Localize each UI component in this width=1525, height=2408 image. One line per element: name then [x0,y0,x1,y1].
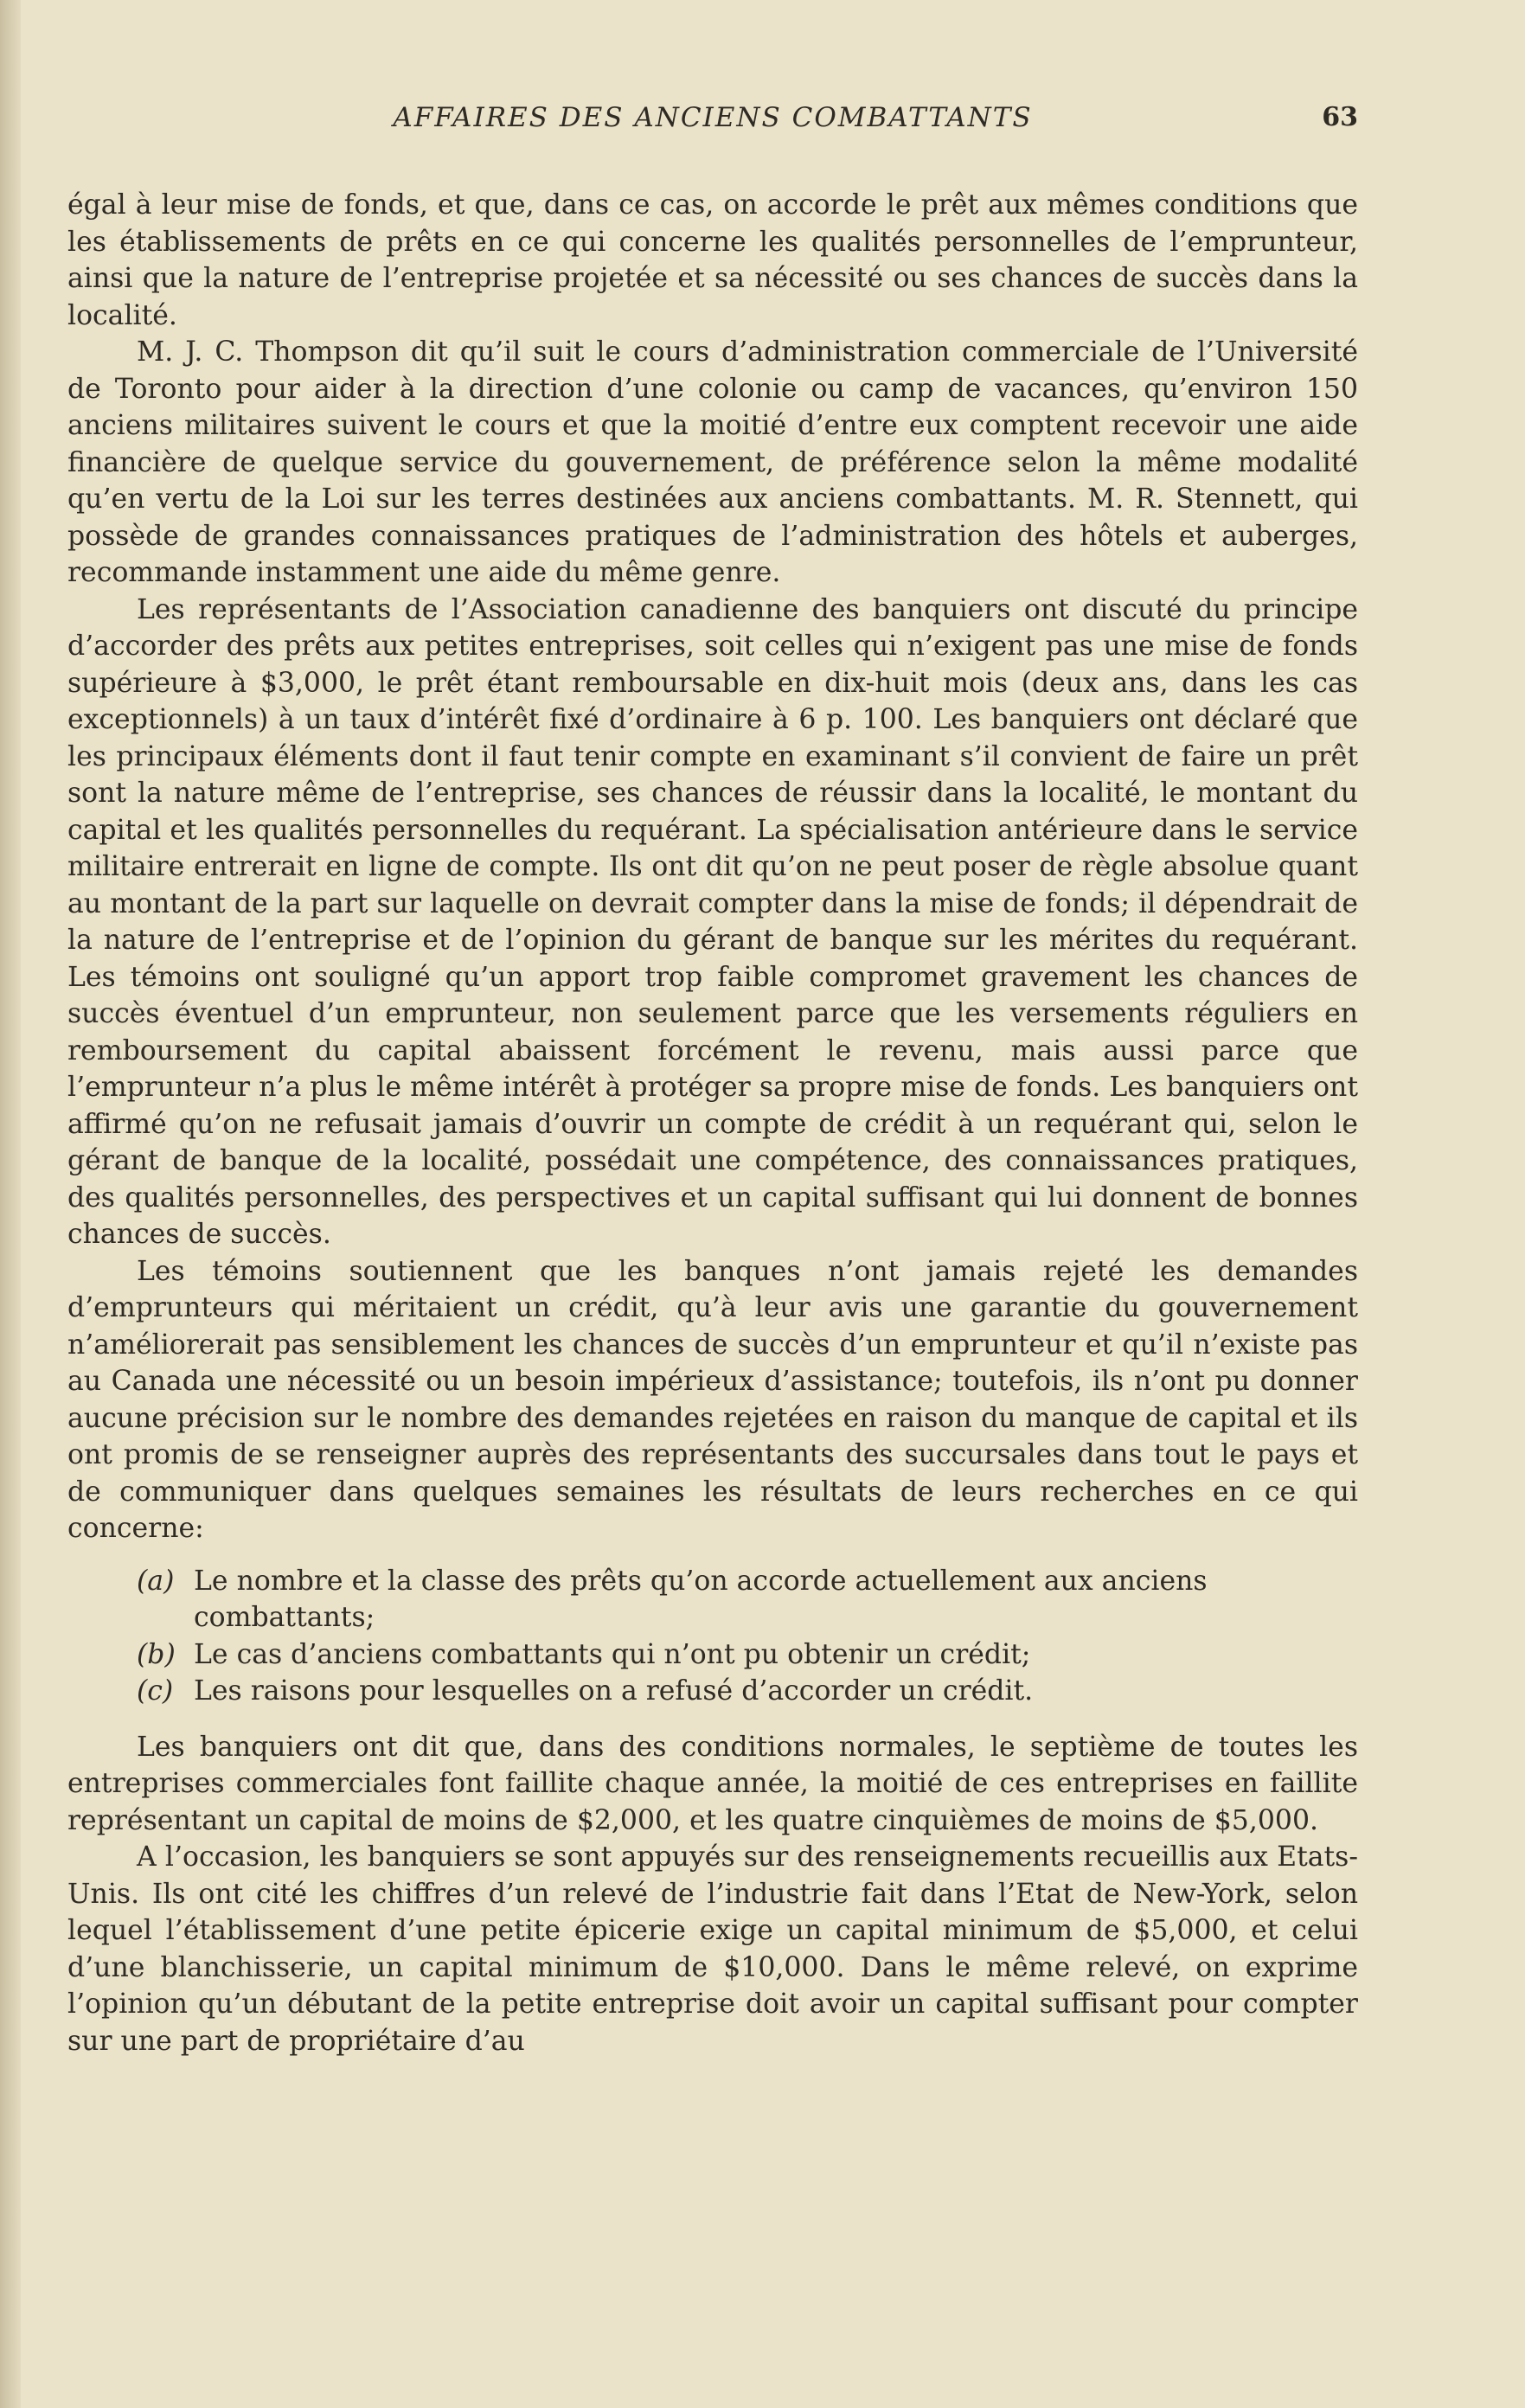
paragraph-united-states: A l’occasion, les banquiers se sont appuyés sur des renseignements recueillis aux Etats-Unis. Ils ont cité les chiffres d’un relevé de l’industrie fait dans l’Etat de New-York, selon lequel l’établissement d’une petite épicerie exige un capital minimum de $5,000, et celui d’une blanchisserie, un capital minimum de $10,000. Dans le même relevé, on exprime l’opinion qu’un débutant de la petite entreprise doit avoir un capital suffisant pour compter sur une part de propriétaire d’au [67,1841,1358,2057]
list-item-text: Les raisons pour lesquelles on a refusé d’accorder un crédit. [194,1675,1034,1707]
list-item [137,1673,1358,1710]
list-item-text: Le nombre et la classe des prêts qu’on accorde actuellement aux anciens combattants; [194,1565,1208,1633]
paragraph-bankers-principle: Les représentants de l’Association canadienne des banquiers ont discuté du principe d’accorder des prêts aux petites entreprises, soit celles qui n’exigent pas une mise de fonds supérieure à $3,000, le prêt étant remboursable en dix-huit mois (deux ans, dans les cas exceptionnels) à un taux d’intérêt fixé d’ordinaire à 6 p. 100. Les banquiers ont déclaré que les principaux éléments dont il faut tenir compte en examinant s’il convient de faire un prêt sont la nature même de l’entreprise, ses chances de réussir dans la localité, le montant du capital et les qualités personnelles du requérant. La spécialisation antérieure dans le service militaire entrerait en ligne de compte. Ils ont dit qu’on ne peut poser de règle absolue quant au montant de la part sur laquelle on devrait compter dans la mise de fonds; il dépendrait de la nature de l’entreprise et de l’opinion du gérant de banque sur les mérites du requérant. Les témoins ont souligné qu’un apport trop faible compromet gravement les chances de succès éventuel d’un emprunteur, non seulement parce que les versements réguliers en remboursement du capital abaissent forcément le revenu, mais aussi parce que l’emprunteur n’a plus le même intérêt à protéger sa propre mise de fonds. Les banquiers ont affirmé qu’on ne refusait jamais d’ouvrir un compte de crédit à un requérant qui, selon le gérant de banque de la localité, possédait une compétence, des connaissances pratiques, des qualités personnelles, des perspectives et un capital suffisant qui lui donnent de bonnes chances de succès. [67,593,1358,1250]
list-marker: (b) [137,1638,176,1670]
document-page [67,102,1358,2059]
enumerated-list [67,1563,1358,1710]
list-item [137,1563,1358,1636]
body-text [67,187,1358,2059]
page-binding-edge [0,0,21,2408]
list-marker: (a) [137,1565,175,1597]
paragraph-continuation: égal à leur mise de fonds, et que, dans ce cas, on accorde le prêt aux mêmes conditions que les établissements de prêts en ce qui concerne les qualités personnelles de l’emprunteur, ainsi que la nature de l’entreprise projetée et sa nécessité ou ses chances de succès dans la localité. [67,189,1358,331]
running-title: AFFAIRES DES ANCIENS COMBATTANTS [393,102,1033,133]
list-item [137,1636,1358,1674]
paragraph-failure-rates: Les banquiers ont dit que, dans des conditions normales, le septième de toutes les entreprises commerciales font faillite chaque année, la moitié de ces entreprises en faillite représentant un capital de moins de $2,000, et les quatre cinquièmes de moins de $5,000. [67,1731,1358,1836]
page-number: 63 [1322,102,1358,132]
list-item-text: Le cas d’anciens combattants qui n’ont pu obtenir un crédit; [194,1638,1031,1670]
paragraph-witnesses: Les témoins soutiennent que les banques n’ont jamais rejeté les demandes d’emprunteurs qui méritaient un crédit, qu’à leur avis une garantie du gouvernement n’améliorerait pas sensiblement les chances de succès d’un emprunteur et qu’il n’existe pas au Canada une nécessité ou un besoin impérieux d’assistance; toutefois, ils n’ont pu donner aucune précision sur le nombre des demandes rejetées en raison du manque de capital et ils ont promis de se renseigner auprès des représentants des succursales dans tout le pays et de communiquer dans quelques semaines les résultats de leurs recherches en ce qui concerne: [67,1255,1358,1544]
list-marker: (c) [137,1675,174,1707]
running-header [67,102,1358,154]
paragraph-thompson: M. J. C. Thompson dit qu’il suit le cours d’administration commerciale de l’Université de Toronto pour aider à la direction d’une colonie ou camp de vacances, qu’environ 150 anciens militaires suivent le cours et que la moitié d’entre eux comptent recevoir une aide financière de quelque service du gouvernement, de préférence selon la même modalité qu’en vertu de la Loi sur les terres destinées aux anciens combattants. M. R. Stennett, qui possède de grandes connaissances pratiques de l’administration des hôtels et auberges, recommande instamment une aide du même genre. [67,336,1358,588]
